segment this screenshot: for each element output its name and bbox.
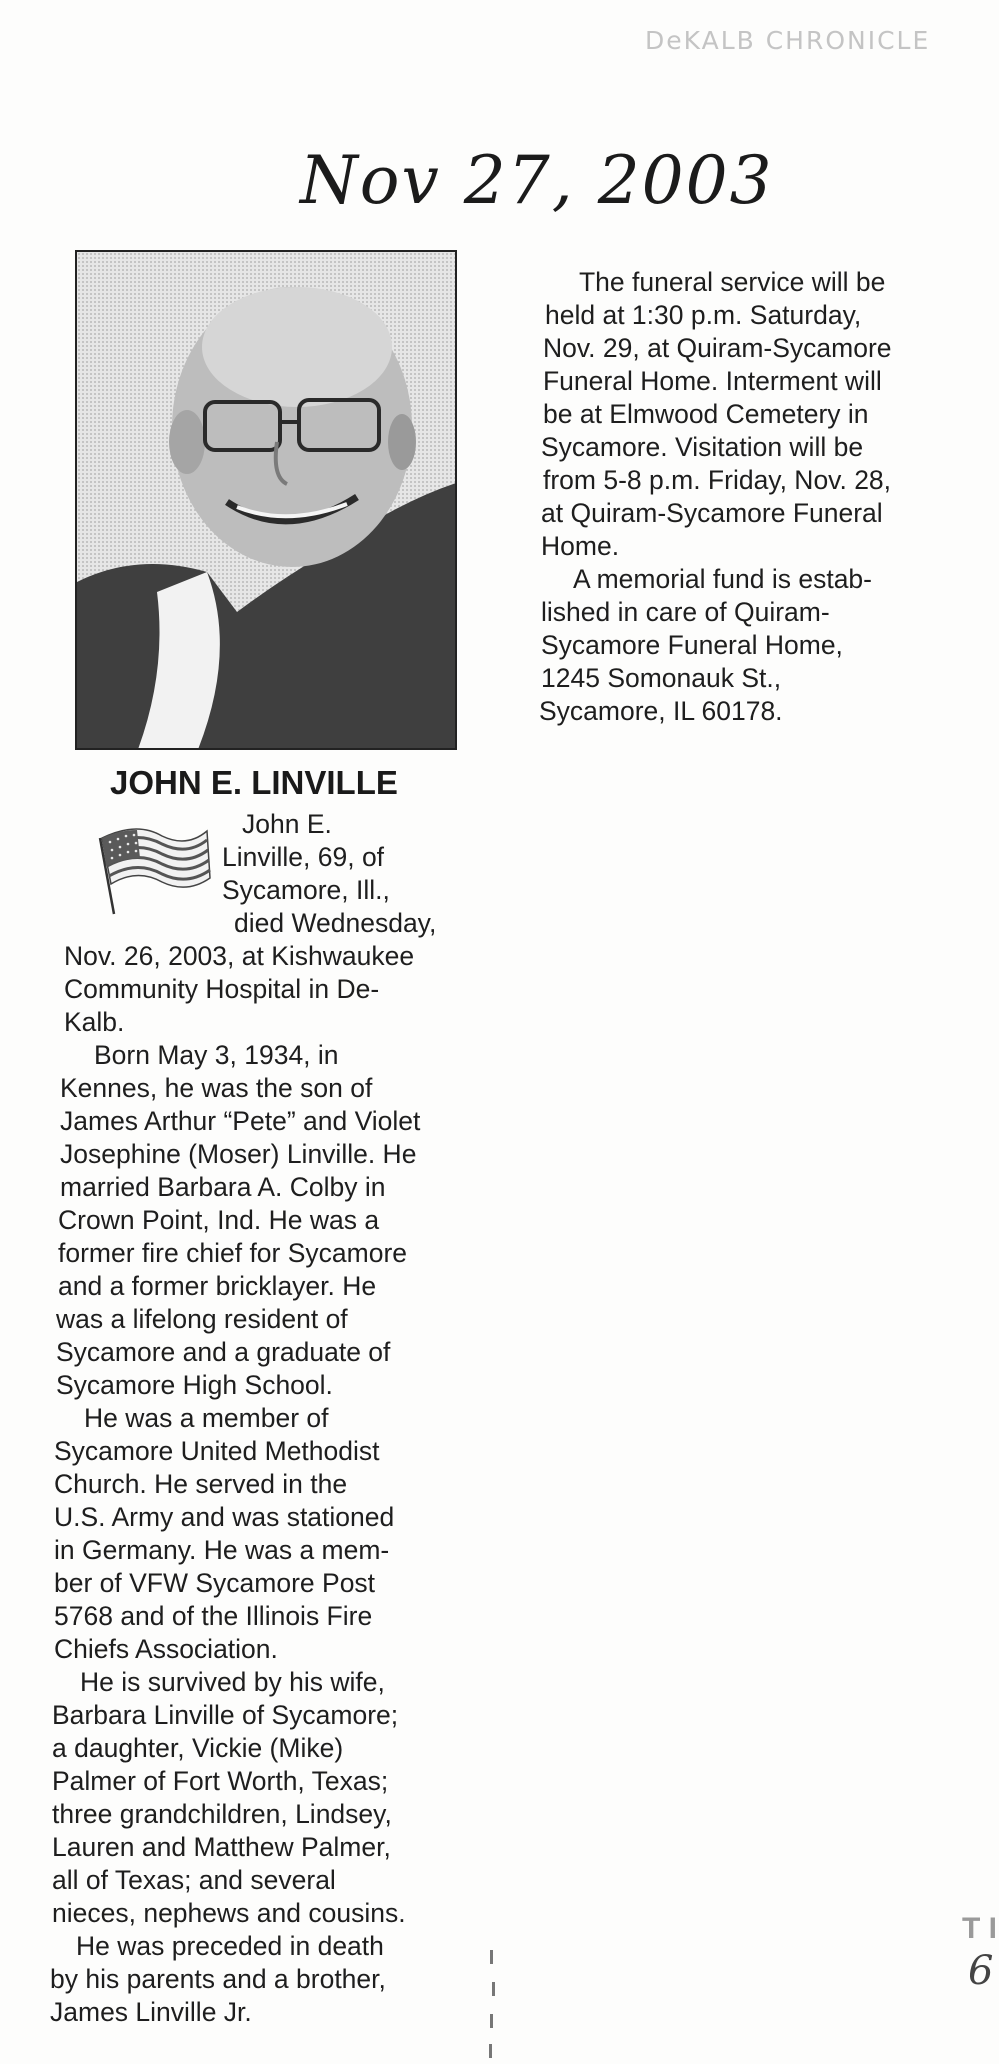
text-line: Church. He served in the bbox=[54, 1469, 348, 1499]
text-line: Sycamore, Ill., bbox=[222, 875, 390, 905]
text-line: He is survived by his wife, bbox=[80, 1667, 385, 1697]
text-line: Community Hospital in De- bbox=[64, 974, 380, 1004]
text-line: by his parents and a brother, bbox=[50, 1964, 386, 1994]
text-line: was a lifelong resident of bbox=[56, 1304, 348, 1334]
text-line: Sycamore. Visitation will be bbox=[541, 432, 864, 462]
text-line: Sycamore United Methodist bbox=[54, 1436, 380, 1466]
obituary-headline: JOHN E. LINVILLE bbox=[110, 764, 398, 801]
text-line: all of Texas; and several bbox=[52, 1865, 336, 1895]
funeral-details-column bbox=[541, 266, 892, 728]
text-line: ber of VFW Sycamore Post bbox=[54, 1568, 376, 1598]
text-line: Crown Point, Ind. He was a bbox=[58, 1205, 380, 1235]
print-mark bbox=[492, 1982, 495, 1996]
text-line: Sycamore Funeral Home, bbox=[541, 630, 843, 660]
text-line: Palmer of Fort Worth, Texas; bbox=[52, 1766, 389, 1796]
print-mark bbox=[490, 1950, 493, 1964]
adjacent-clipping-fragment: T I bbox=[962, 1912, 997, 1945]
print-mark bbox=[490, 2014, 493, 2028]
text-line: in Germany. He was a mem- bbox=[54, 1535, 390, 1565]
text-line: at Quiram-Sycamore Funeral bbox=[541, 498, 883, 528]
text-line: be at Elmwood Cemetery in bbox=[543, 399, 869, 429]
text-line: Funeral Home. Interment will bbox=[543, 366, 882, 396]
text-line: Sycamore and a graduate of bbox=[56, 1337, 391, 1367]
text-line: lished in care of Quiram- bbox=[541, 597, 830, 627]
text-line: The funeral service will be bbox=[579, 267, 886, 297]
handwritten-date: Nov 27, 2003 bbox=[300, 142, 774, 219]
text-line: 5768 and of the Illinois Fire bbox=[54, 1601, 373, 1631]
text-line: A memorial fund is estab- bbox=[573, 564, 872, 594]
text-line: Kennes, he was the son of bbox=[60, 1073, 373, 1103]
adjacent-clipping-fragment: 6 bbox=[968, 1948, 994, 1994]
text-line: married Barbara A. Colby in bbox=[60, 1172, 386, 1202]
text-line: former fire chief for Sycamore bbox=[58, 1238, 408, 1268]
text-line: Barbara Linville of Sycamore; bbox=[52, 1700, 399, 1730]
print-mark bbox=[489, 2044, 492, 2058]
text-line: Home. bbox=[541, 531, 620, 561]
text-line: Linville, 69, of bbox=[222, 842, 385, 872]
text-line: He was preceded in death bbox=[76, 1931, 384, 1961]
text-line: Josephine (Moser) Linville. He bbox=[60, 1139, 417, 1169]
text-line: John E. bbox=[242, 809, 332, 839]
text-line: nieces, nephews and cousins. bbox=[52, 1898, 406, 1928]
obituary-intro-wrap bbox=[222, 808, 436, 940]
text-line: U.S. Army and was stationed bbox=[54, 1502, 395, 1532]
text-line: 1245 Somonauk St., bbox=[541, 663, 782, 693]
text-line: Kalb. bbox=[64, 1007, 125, 1037]
text-line: He was a member of bbox=[84, 1403, 329, 1433]
text-line: a daughter, Vickie (Mike) bbox=[52, 1733, 344, 1763]
obituary-body-column bbox=[50, 940, 421, 2029]
portrait-photo bbox=[75, 250, 457, 750]
text-line: died Wednesday, bbox=[234, 908, 437, 938]
text-line: James Linville Jr. bbox=[50, 1997, 252, 2027]
text-line: and a former bricklayer. He bbox=[58, 1271, 377, 1301]
text-line: three grandchildren, Lindsey, bbox=[52, 1799, 392, 1829]
text-line: Born May 3, 1934, in bbox=[94, 1040, 339, 1070]
us-flag-icon bbox=[82, 816, 212, 916]
text-line: Sycamore High School. bbox=[56, 1370, 333, 1400]
text-line: Sycamore, IL 60178. bbox=[539, 696, 783, 726]
text-line: Nov. 29, at Quiram-Sycamore bbox=[543, 333, 892, 363]
portrait-illustration bbox=[77, 252, 457, 750]
text-line: held at 1:30 p.m. Saturday, bbox=[545, 300, 862, 330]
text-line: Nov. 26, 2003, at Kishwaukee bbox=[64, 941, 415, 971]
text-line: Chiefs Association. bbox=[54, 1634, 278, 1664]
text-line: from 5-8 p.m. Friday, Nov. 28, bbox=[543, 465, 892, 495]
newspaper-stamp: DeKALB CHRONICLE bbox=[645, 26, 931, 55]
text-line: James Arthur “Pete” and Violet bbox=[60, 1106, 421, 1136]
text-line: Lauren and Matthew Palmer, bbox=[52, 1832, 391, 1862]
